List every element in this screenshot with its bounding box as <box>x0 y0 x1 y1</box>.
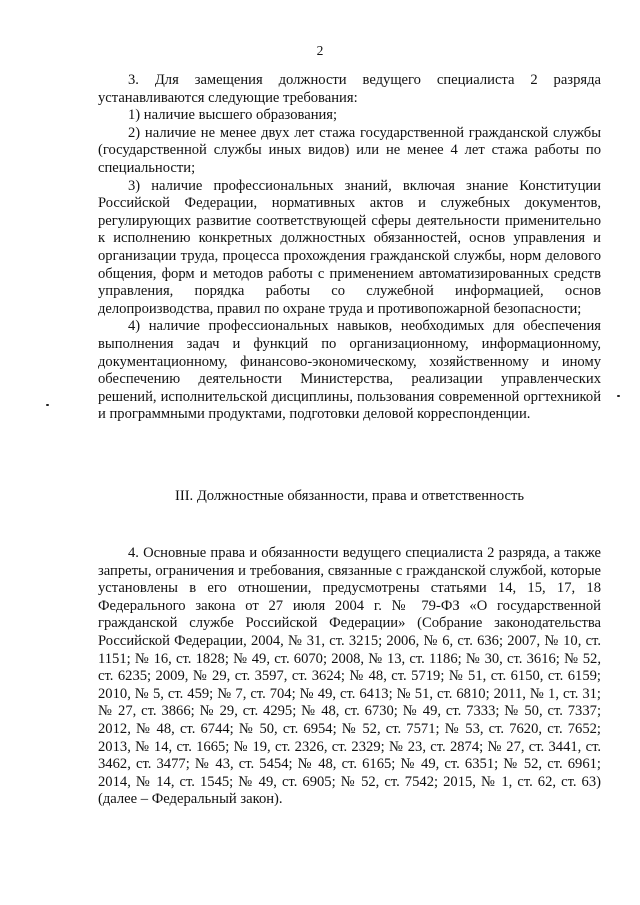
requirement-item-4: 4) наличие профессиональных навыков, необходимых для обеспечения выполнения задач и функций по организационному, информационному, документационному, финансово-экономическому, хозяйственному и иному обеспечению деятельности Министерства, реализации управленческих решений, исполнительской дисциплины, пользования современной оргтехникой и программными продуктами, подготовки деловой корреспонденции. <box>98 318 601 423</box>
section-4-paragraph: 4. Основные права и обязанности ведущего специалиста 2 разряда, а также запреты, ограничения и требования, связанные с гражданской службой, которые установлены в его отношении, предусмотрены статьями 14, 15, 17, 18 Федерального закона от 27 июля 2004 г. № 79-ФЗ «О государственной гражданской службе Российской Федерации» (Собрание законодательства Российской Федерации, 2004, № 31, ст. 3215; 2006, № 6, ст. 636; 2007, № 10, ст. 1151; № 16, ст. 1828; № 49, ст. 6070; 2008, № 13, ст. 1186; № 30, ст. 3616; № 52, ст. 6235; 2009, № 29, ст. 3597, ст. 3624; № 48, ст. 5719; № 51, ст. 6150, ст. 6159; 2010, № 5, ст. 459; № 7, ст. 704; № 49, ст. 6413; № 51, ст. 6810; 2011, № 1, ст. 31; № 27, ст. 3866; № 29, ст. 4295; № 48, ст. 6730; № 49, ст. 7333; № 50, ст. 7337; 2012, № 48, ст. 6744; № 50, ст. 6954; № 52, ст. 7571; № 53, ст. 7620, ст. 7652; 2013, № 14, ст. 1665; № 19, ст. 2326, ст. 2329; № 23, ст. 2874; № 27, ст. 3441, ст. 3462, ст. 3477; № 43, ст. 5454; № 48, ст. 6165; № 49, ст. 6351; № 52, ст. 6961; 2014, № 14, ст. 1545; № 49, ст. 6905; № 52, ст. 7542; 2015, № 1, ст. 62, ст. 63) (далее – Федеральный закон). <box>98 545 601 808</box>
scan-speck <box>617 395 620 397</box>
requirement-item-1: 1) наличие высшего образования; <box>128 107 338 124</box>
scan-speck <box>46 404 49 406</box>
section-3-requirements <box>98 72 601 424</box>
section-heading-block <box>98 488 601 506</box>
section-4-duties <box>98 545 601 809</box>
section-3-intro: 3. Для замещения должности ведущего специалиста 2 разряда устанавливаются следующие требования: <box>98 72 601 106</box>
section-heading: III. Должностные обязанности, права и ответственность <box>174 488 525 504</box>
requirement-item-3: 3) наличие профессиональных знаний, включая знание Конституции Российской Федерации, нормативных актов и служебных документов, регулирующих развитие соответствующей сферы деятельности применительно к исполнению конкретных должностных обязанностей, основ управления и организации труда, процесса прохождения гражданской службы, норм делового общения, форм и методов работы с применением автоматизированных средств управления, порядка работы со служебной информацией, основ делопроизводства, правил по охране труда и противопожарной безопасности; <box>98 177 601 317</box>
page-number: 2 <box>316 43 324 58</box>
requirement-item-2: 2) наличие не менее двух лет стажа государственной гражданской службы (государственной службы иных видов) или не менее 4 лет стажа работы по специальности; <box>98 124 601 176</box>
